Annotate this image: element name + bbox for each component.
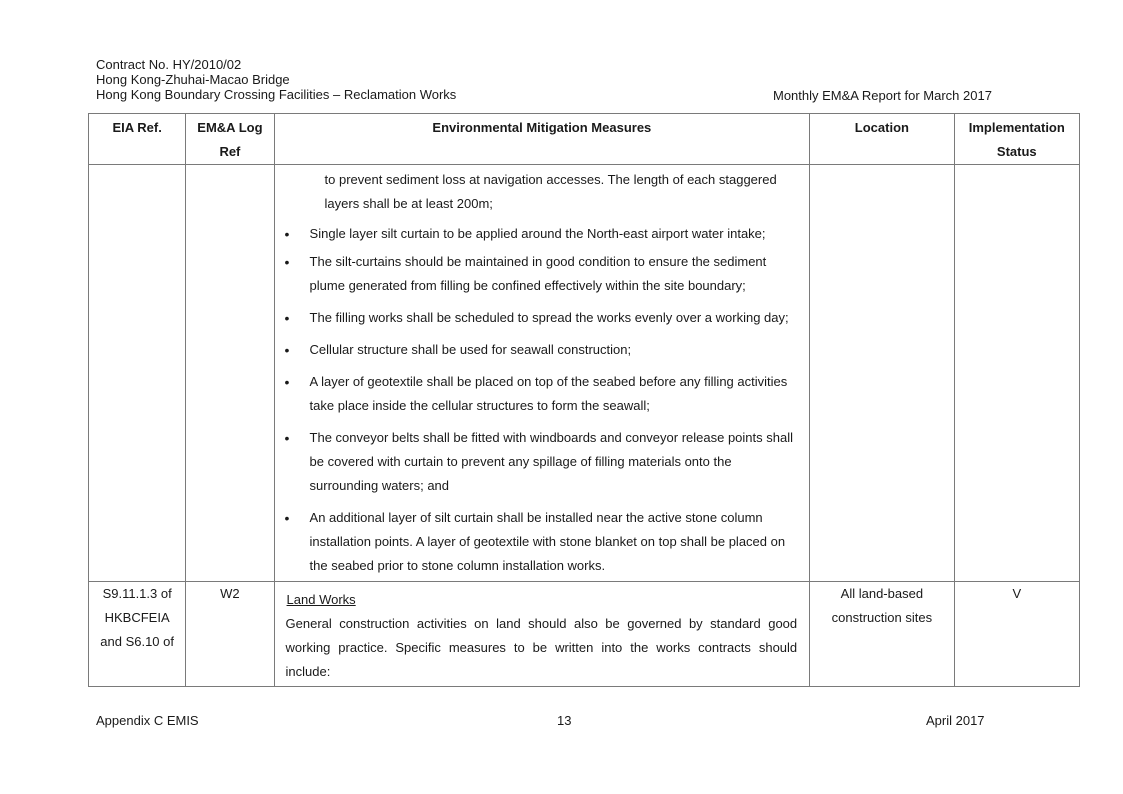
status-cell	[954, 165, 1079, 582]
footer-appendix: Appendix C EMIS	[96, 713, 199, 728]
ema-ref-cell: W2	[186, 582, 274, 687]
table-header-row	[89, 114, 1080, 165]
list-item: • Cellular structure shall be used for seawall construction;	[275, 338, 810, 362]
page-number: 13	[557, 713, 572, 728]
location-cell: All land-based construction sites	[810, 582, 954, 687]
location-cell	[810, 165, 954, 582]
header-mitigation-measures: Environmental Mitigation Measures	[274, 114, 810, 165]
list-item: • Single layer silt curtain to be applied around the North-east airport water intake;	[275, 222, 810, 246]
list-item: • An additional layer of silt curtain shall be installed near the active stone column installation points. A layer of geotextile with stone blanket on top shall be placed on the seabed prior to stone column installation works.	[275, 506, 810, 578]
contract-number: Contract No. HY/2010/02	[96, 57, 242, 72]
eia-ref-cell	[89, 165, 186, 582]
table-row	[89, 582, 1080, 687]
header-status-line1: Implementation	[968, 120, 1065, 135]
project-name: Hong Kong-Zhuhai-Macao Bridge	[96, 72, 290, 87]
list-item: • The filling works shall be scheduled to spread the works evenly over a working day;	[275, 306, 810, 330]
status-cell: V	[954, 582, 1079, 687]
measures-list	[275, 222, 810, 578]
ema-ref-cell	[186, 165, 274, 582]
list-item: • The conveyor belts shall be fitted with windboards and conveyor release points shall be covered with curtain to prevent any spillage of filling materials onto the surrounding waters; and	[275, 426, 810, 498]
header-ema-log-ref-line2: Ref	[219, 144, 241, 159]
facility-name: Hong Kong Boundary Crossing Facilities – Reclamation Works	[96, 87, 457, 102]
measures-cell	[274, 582, 810, 687]
header-ema-log-ref-line1: EM&A Log	[197, 120, 263, 135]
report-title: Monthly EM&A Report for March 2017	[773, 88, 992, 103]
header-status-line2: Status	[996, 144, 1037, 159]
measures-cell	[274, 165, 810, 582]
list-item: • A layer of geotextile shall be placed on top of the seabed before any filling activities take place inside the cellular structures to form the seawall;	[275, 370, 810, 418]
list-item: • The silt-curtains should be maintained in good condition to ensure the sediment plume generated from filling be confined effectively within the site boundary;	[275, 250, 810, 298]
header-implementation-status	[954, 114, 1079, 165]
table-row	[89, 165, 1080, 582]
document-header	[96, 57, 456, 102]
eia-ref-cell: S9.11.1.3 of HKBCFEIA and S6.10 of	[89, 582, 186, 687]
emis-table	[88, 113, 1080, 687]
land-works-title: Land Works	[286, 592, 356, 607]
footer-date: April 2017	[926, 713, 985, 728]
land-works-text: General construction activities on land should also be governed by standard good working practice. Specific measures to be written into the works contracts should include:	[285, 616, 798, 679]
continuation-text: to prevent sediment loss at navigation accesses. The length of each staggered layers shall be at least 200m;	[324, 172, 777, 211]
header-location: Location	[810, 114, 954, 165]
header-eia-ref: EIA Ref.	[89, 114, 186, 165]
header-ema-log-ref	[186, 114, 274, 165]
